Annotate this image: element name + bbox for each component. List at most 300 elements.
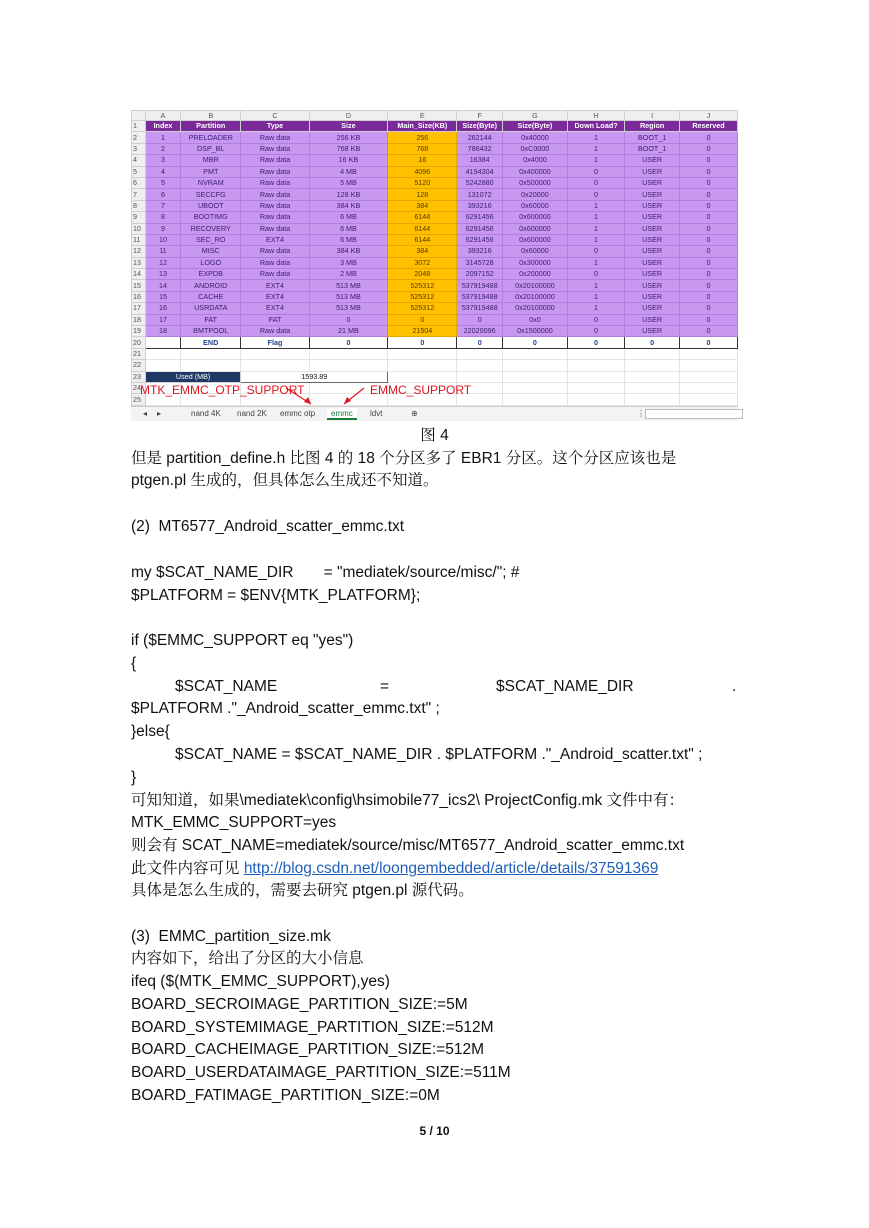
table-cell: 0x600000	[502, 234, 567, 245]
table-cell: 0	[680, 314, 738, 325]
table-cell: 513 MB	[309, 291, 388, 302]
table-cell: 384	[388, 246, 457, 257]
code-line: {	[131, 655, 137, 672]
table-cell: 21504	[388, 326, 457, 337]
code-line: $SCAT_NAME	[175, 678, 278, 695]
table-cell: 4	[145, 166, 180, 177]
empty-cell	[502, 360, 567, 371]
table-cell: BOOT_1	[625, 143, 680, 154]
table-cell: 1	[567, 223, 624, 234]
table-cell: 393216	[457, 246, 503, 257]
row-number: 22	[132, 360, 146, 371]
table-row	[132, 303, 738, 314]
table-cell: FAT	[181, 314, 241, 325]
table-cell: 21 MB	[309, 326, 388, 337]
table-row	[132, 234, 738, 245]
table-cell: 18	[145, 326, 180, 337]
table-cell: 4 MB	[309, 166, 388, 177]
code-line: $PLATFORM = $ENV{MTK_PLATFORM};	[131, 587, 421, 604]
table-cell: BMTPOOL	[181, 326, 241, 337]
tab-nand-4k[interactable]: nand 4K	[191, 409, 221, 418]
row-number: 24	[132, 382, 146, 393]
table-cell: 0	[567, 326, 624, 337]
table-row	[132, 246, 738, 257]
column-letter: E	[388, 111, 457, 121]
table-cell: 513 MB	[309, 303, 388, 314]
table-cell: 1	[567, 132, 624, 143]
empty-cell	[567, 360, 624, 371]
row-number: 5	[132, 166, 146, 177]
column-header: Region	[625, 121, 680, 132]
row-number: 15	[132, 280, 146, 291]
row-number: 12	[132, 246, 146, 257]
table-cell: 0	[680, 326, 738, 337]
table-cell: USER	[625, 257, 680, 268]
column-letter: B	[181, 111, 241, 121]
table-cell: USER	[625, 155, 680, 166]
column-header: Reserved	[680, 121, 738, 132]
table-row	[132, 314, 738, 325]
table-cell: USER	[625, 303, 680, 314]
add-sheet-icon[interactable]: ⊕	[411, 409, 418, 418]
table-cell: 16	[145, 303, 180, 314]
table-row	[132, 269, 738, 280]
paragraph-5	[131, 859, 658, 879]
table-row	[132, 223, 738, 234]
row-number: 2	[132, 132, 146, 143]
column-letter: J	[680, 111, 738, 121]
table-cell: 0	[680, 246, 738, 257]
sheet-tab-bar	[131, 406, 738, 421]
table-cell: 16384	[457, 155, 503, 166]
table-cell: 0	[567, 269, 624, 280]
table-cell: 10	[145, 234, 180, 245]
table-row	[132, 257, 738, 268]
partition-table	[131, 110, 738, 417]
spreadsheet-figure	[131, 110, 738, 422]
row-number: 20	[132, 337, 146, 348]
table-cell: 5	[145, 177, 180, 188]
row-number: 16	[132, 291, 146, 302]
code-line: .	[732, 678, 737, 695]
table-cell: ANDROID	[181, 280, 241, 291]
table-cell: 0x60000	[502, 200, 567, 211]
table-cell: 0x20100000	[502, 291, 567, 302]
table-row	[132, 189, 738, 200]
column-letter: G	[502, 111, 567, 121]
row-number: 21	[132, 348, 146, 359]
end-row	[132, 337, 738, 348]
column-letter: I	[625, 111, 680, 121]
paragraph-1-cont: ptgen.pl 生成的，但具体怎么生成还不知道。	[131, 472, 439, 489]
table-cell: 256 KB	[309, 132, 388, 143]
table-cell: 1	[567, 234, 624, 245]
used-value: 1593.89	[241, 371, 388, 382]
table-cell: 5120	[388, 177, 457, 188]
table-cell: 2	[145, 143, 180, 154]
column-header: Type	[241, 121, 309, 132]
table-cell: 12	[145, 257, 180, 268]
table-cell: 537919488	[457, 303, 503, 314]
table-cell: 6144	[388, 212, 457, 223]
row-number: 13	[132, 257, 146, 268]
column-letter: D	[309, 111, 388, 121]
paragraph-5-text: 此文件内容可见	[131, 860, 244, 877]
table-cell: 0x200000	[502, 269, 567, 280]
table-cell: Raw data	[241, 177, 309, 188]
code-line: $SCAT_NAME_DIR	[496, 678, 634, 695]
paragraph-3: MTK_EMMC_SUPPORT=yes	[131, 814, 337, 831]
empty-cell	[680, 348, 738, 359]
table-cell: EXT4	[241, 303, 309, 314]
table-cell: 0x1500000	[502, 326, 567, 337]
table-cell: Raw data	[241, 143, 309, 154]
row-number: 17	[132, 303, 146, 314]
paragraph-2: 可知知道，如果\mediatek\config\hsimobile77_ics2\ ProjectConfig.mk 文件中有：	[131, 792, 685, 809]
table-cell: 0	[680, 189, 738, 200]
table-row	[132, 155, 738, 166]
table-cell: 0	[502, 337, 567, 348]
table-cell: USER	[625, 166, 680, 177]
table-cell: PRELOADER	[181, 132, 241, 143]
table-cell: 537919488	[457, 280, 503, 291]
blank-row	[132, 348, 738, 359]
table-cell: 1	[567, 303, 624, 314]
table-cell: USER	[625, 212, 680, 223]
table-row	[132, 166, 738, 177]
section-heading-2: (2) MT6577_Android_scatter_emmc.txt	[131, 518, 405, 535]
empty-cell	[457, 348, 503, 359]
table-cell: 256	[388, 132, 457, 143]
table-cell: 6144	[388, 223, 457, 234]
table-cell: 0x20000	[502, 189, 567, 200]
row-number: 4	[132, 155, 146, 166]
table-cell: 22020096	[457, 326, 503, 337]
row-number: 18	[132, 314, 146, 325]
table-cell: Raw data	[241, 269, 309, 280]
table-cell: 2097152	[457, 269, 503, 280]
row-number: 6	[132, 177, 146, 188]
empty-cell	[388, 360, 457, 371]
makefile-line: ifeq ($(MTK_EMMC_SUPPORT),yes)	[131, 973, 390, 990]
column-header: Main_Size(KB)	[388, 121, 457, 132]
table-cell: SEC_RO	[181, 234, 241, 245]
row-number: 14	[132, 269, 146, 280]
table-cell: 0x600000	[502, 223, 567, 234]
table-cell: 513 MB	[309, 280, 388, 291]
table-cell: 14	[145, 280, 180, 291]
table-cell: USER	[625, 189, 680, 200]
tab-emmc-otp[interactable]: emmc otp	[280, 409, 316, 418]
table-cell: 13	[145, 269, 180, 280]
table-cell: 9	[145, 223, 180, 234]
tab-ldvt[interactable]: ldvt	[370, 409, 383, 418]
table-cell: 6144	[388, 234, 457, 245]
row-number: 23	[132, 371, 146, 382]
table-cell: MISC	[181, 246, 241, 257]
table-cell: END	[181, 337, 241, 348]
table-cell: 0	[567, 337, 624, 348]
table-row	[132, 280, 738, 291]
table-cell: 8	[145, 212, 180, 223]
table-cell: 4096	[388, 166, 457, 177]
table-cell: USER	[625, 234, 680, 245]
empty-cell	[457, 360, 503, 371]
makefile-line: BOARD_FATIMAGE_PARTITION_SIZE:=0M	[131, 1087, 440, 1104]
table-cell: 131072	[457, 189, 503, 200]
table-cell: 1	[567, 212, 624, 223]
annotation-otp-label: MTK_EMMC_OTP_SUPPORT	[140, 383, 305, 397]
table-row	[132, 212, 738, 223]
table-cell: 6291456	[457, 234, 503, 245]
table-cell: 0	[567, 246, 624, 257]
empty-cell	[680, 360, 738, 371]
table-cell: 393216	[457, 200, 503, 211]
column-letter: A	[145, 111, 180, 121]
table-cell: 786432	[457, 143, 503, 154]
table-cell: 0	[680, 132, 738, 143]
column-letter: C	[241, 111, 309, 121]
table-cell: 0	[457, 314, 503, 325]
section-heading-3: (3) EMMC_partition_size.mk	[131, 928, 331, 945]
table-cell: 384 KB	[309, 246, 388, 257]
row-number: 19	[132, 326, 146, 337]
table-cell: 4194304	[457, 166, 503, 177]
used-label: Used (MB)	[145, 371, 241, 382]
table-cell: Raw data	[241, 189, 309, 200]
figure-caption: 图 4	[420, 427, 449, 444]
table-cell: 0x0	[502, 314, 567, 325]
table-cell: 525312	[388, 291, 457, 302]
table-cell: 0	[680, 280, 738, 291]
column-letter: F	[457, 111, 503, 121]
table-cell: 0	[680, 337, 738, 348]
makefile-line: BOARD_CACHEIMAGE_PARTITION_SIZE:=512M	[131, 1041, 485, 1058]
table-cell: Raw data	[241, 166, 309, 177]
table-cell: CACHE	[181, 291, 241, 302]
table-cell: EXT4	[241, 291, 309, 302]
table-cell: PMT	[181, 166, 241, 177]
table-cell: USER	[625, 223, 680, 234]
table-cell: 0	[388, 337, 457, 348]
column-header: Size(Byte)	[457, 121, 503, 132]
table-cell: 0	[680, 291, 738, 302]
table-cell: 0	[388, 314, 457, 325]
page-number: 5 / 10	[419, 1124, 450, 1138]
row-number: 25	[132, 394, 146, 405]
tab-next-arrow[interactable]: ▸	[157, 409, 162, 418]
table-cell: 537919488	[457, 291, 503, 302]
table-cell: 5 MB	[309, 177, 388, 188]
empty-cell	[625, 360, 680, 371]
table-cell: Raw data	[241, 257, 309, 268]
table-cell: Raw data	[241, 326, 309, 337]
row-number: 11	[132, 234, 146, 245]
blog-link[interactable]: http://blog.csdn.net/loongembedded/article/details/37591369	[243, 860, 659, 877]
table-cell: 11	[145, 246, 180, 257]
table-cell: 0	[567, 177, 624, 188]
table-cell: 6291456	[457, 223, 503, 234]
table-cell: LOGO	[181, 257, 241, 268]
table-cell: USER	[625, 177, 680, 188]
row-number: 3	[132, 143, 146, 154]
code-line: =	[380, 678, 390, 695]
table-cell: 0x300000	[502, 257, 567, 268]
column-letter-row	[132, 111, 738, 121]
table-cell: 0	[680, 303, 738, 314]
table-cell: USRDATA	[181, 303, 241, 314]
table-cell: USER	[625, 314, 680, 325]
code-line: $PLATFORM ."_Android_scatter_emmc.txt" ;	[131, 700, 440, 717]
table-cell: Raw data	[241, 155, 309, 166]
code-line: if ($EMMC_SUPPORT eq "yes")	[131, 632, 354, 649]
table-cell: EXT4	[241, 234, 309, 245]
table-cell: USER	[625, 246, 680, 257]
empty-cell	[145, 360, 180, 371]
table-cell: 0xC0000	[502, 143, 567, 154]
table-cell: 384	[388, 200, 457, 211]
table-cell: 525312	[388, 280, 457, 291]
table-cell: RECOVERY	[181, 223, 241, 234]
empty-cell	[241, 348, 309, 359]
table-cell: USER	[625, 326, 680, 337]
table-cell: 128	[388, 189, 457, 200]
table-cell: 3072	[388, 257, 457, 268]
table-cell: 0x20100000	[502, 303, 567, 314]
table-cell: USER	[625, 200, 680, 211]
annotation-emmc-label: EMMC_SUPPORT	[370, 383, 472, 397]
table-cell: MBR	[181, 155, 241, 166]
table-cell: 0	[680, 166, 738, 177]
table-cell: NVRAM	[181, 177, 241, 188]
table-cell: 16 KB	[309, 155, 388, 166]
table-cell: 0	[567, 166, 624, 177]
table-row	[132, 200, 738, 211]
empty-cell	[309, 360, 388, 371]
empty-cell	[181, 360, 241, 371]
tab-nand-2k[interactable]: nand 2K	[237, 409, 267, 418]
makefile-line: BOARD_USERDATAIMAGE_PARTITION_SIZE:=511M	[131, 1064, 511, 1081]
table-cell: 0	[680, 234, 738, 245]
column-header: Down Load?	[567, 121, 624, 132]
table-cell: USER	[625, 280, 680, 291]
table-cell: 1	[567, 257, 624, 268]
column-letter: H	[567, 111, 624, 121]
code-line: }	[131, 769, 137, 786]
table-cell: 768	[388, 143, 457, 154]
horizontal-scrollbar[interactable]	[645, 409, 743, 419]
table-cell: 0	[625, 337, 680, 348]
table-cell: 0	[567, 314, 624, 325]
column-header: Partition	[181, 121, 241, 132]
row-number: 7	[132, 189, 146, 200]
table-cell: 6 MB	[309, 234, 388, 245]
table-cell: 128 KB	[309, 189, 388, 200]
table-row	[132, 143, 738, 154]
table-cell: 262144	[457, 132, 503, 143]
empty-cell	[145, 348, 180, 359]
table-cell	[145, 337, 180, 348]
tab-prev-arrow[interactable]: ◂	[143, 409, 148, 418]
table-cell: 0x600000	[502, 212, 567, 223]
empty-cell	[502, 348, 567, 359]
table-cell: 16	[388, 155, 457, 166]
row-number: 9	[132, 212, 146, 223]
table-row	[132, 326, 738, 337]
table-cell: 384 KB	[309, 200, 388, 211]
table-cell: 0	[680, 177, 738, 188]
table-cell: 768 KB	[309, 143, 388, 154]
table-cell: 2 MB	[309, 269, 388, 280]
table-cell: EXT4	[241, 280, 309, 291]
table-cell: 1	[567, 280, 624, 291]
table-cell: 0x400000	[502, 166, 567, 177]
table-cell: 0	[680, 200, 738, 211]
table-cell: 0	[309, 337, 388, 348]
row-number: 8	[132, 200, 146, 211]
table-cell: DSP_BL	[181, 143, 241, 154]
empty-cell	[181, 348, 241, 359]
table-cell: 0	[680, 223, 738, 234]
table-cell: Flag	[241, 337, 309, 348]
code-line: $SCAT_NAME = $SCAT_NAME_DIR . $PLATFORM ."_Android_scatter.txt" ;	[175, 746, 703, 763]
makefile-line: BOARD_SYSTEMIMAGE_PARTITION_SIZE:=512M	[131, 1019, 494, 1036]
empty-cell	[309, 348, 388, 359]
table-cell: USER	[625, 269, 680, 280]
column-header: Index	[145, 121, 180, 132]
table-cell: Raw data	[241, 212, 309, 223]
options-icon[interactable]: ⋮	[637, 409, 645, 418]
table-cell: 0x40000	[502, 132, 567, 143]
table-cell: 0x60000	[502, 246, 567, 257]
table-cell: BOOT_1	[625, 132, 680, 143]
table-cell: 0	[680, 257, 738, 268]
tab-emmc[interactable]: emmc	[327, 408, 357, 420]
table-cell: 6 MB	[309, 223, 388, 234]
corner-cell	[132, 111, 146, 121]
table-cell: UBOOT	[181, 200, 241, 211]
table-cell: 0	[457, 337, 503, 348]
row-number: 1	[132, 121, 146, 132]
table-cell: 1	[567, 155, 624, 166]
paragraph-4: 则会有 SCAT_NAME=mediatek/source/misc/MT6577_Android_scatter_emmc.txt	[131, 837, 685, 854]
table-cell: 0	[309, 314, 388, 325]
table-cell: 0x20100000	[502, 280, 567, 291]
table-cell: Raw data	[241, 246, 309, 257]
table-cell: 1	[567, 143, 624, 154]
table-cell: 3145728	[457, 257, 503, 268]
column-header: Size(Byte)	[502, 121, 567, 132]
table-cell: Raw data	[241, 223, 309, 234]
table-cell: 0	[567, 189, 624, 200]
table-cell: 0	[680, 155, 738, 166]
table-cell: 0x4000	[502, 155, 567, 166]
table-cell: 3 MB	[309, 257, 388, 268]
table-cell: Raw data	[241, 132, 309, 143]
paragraph-6: 具体是怎么生成的，需要去研究 ptgen.pl 源代码。	[131, 882, 474, 899]
empty-cell	[625, 348, 680, 359]
table-cell: 6291456	[457, 212, 503, 223]
table-cell: Raw data	[241, 200, 309, 211]
empty-cell	[567, 348, 624, 359]
paragraph-7: 内容如下，给出了分区的大小信息	[131, 950, 364, 967]
table-cell: 6	[145, 189, 180, 200]
code-line: my $SCAT_NAME_DIR = "mediatek/source/misc/"; #	[131, 564, 520, 581]
row-number: 10	[132, 223, 146, 234]
table-cell: 6 MB	[309, 212, 388, 223]
table-cell: USER	[625, 291, 680, 302]
table-cell: 0x500000	[502, 177, 567, 188]
